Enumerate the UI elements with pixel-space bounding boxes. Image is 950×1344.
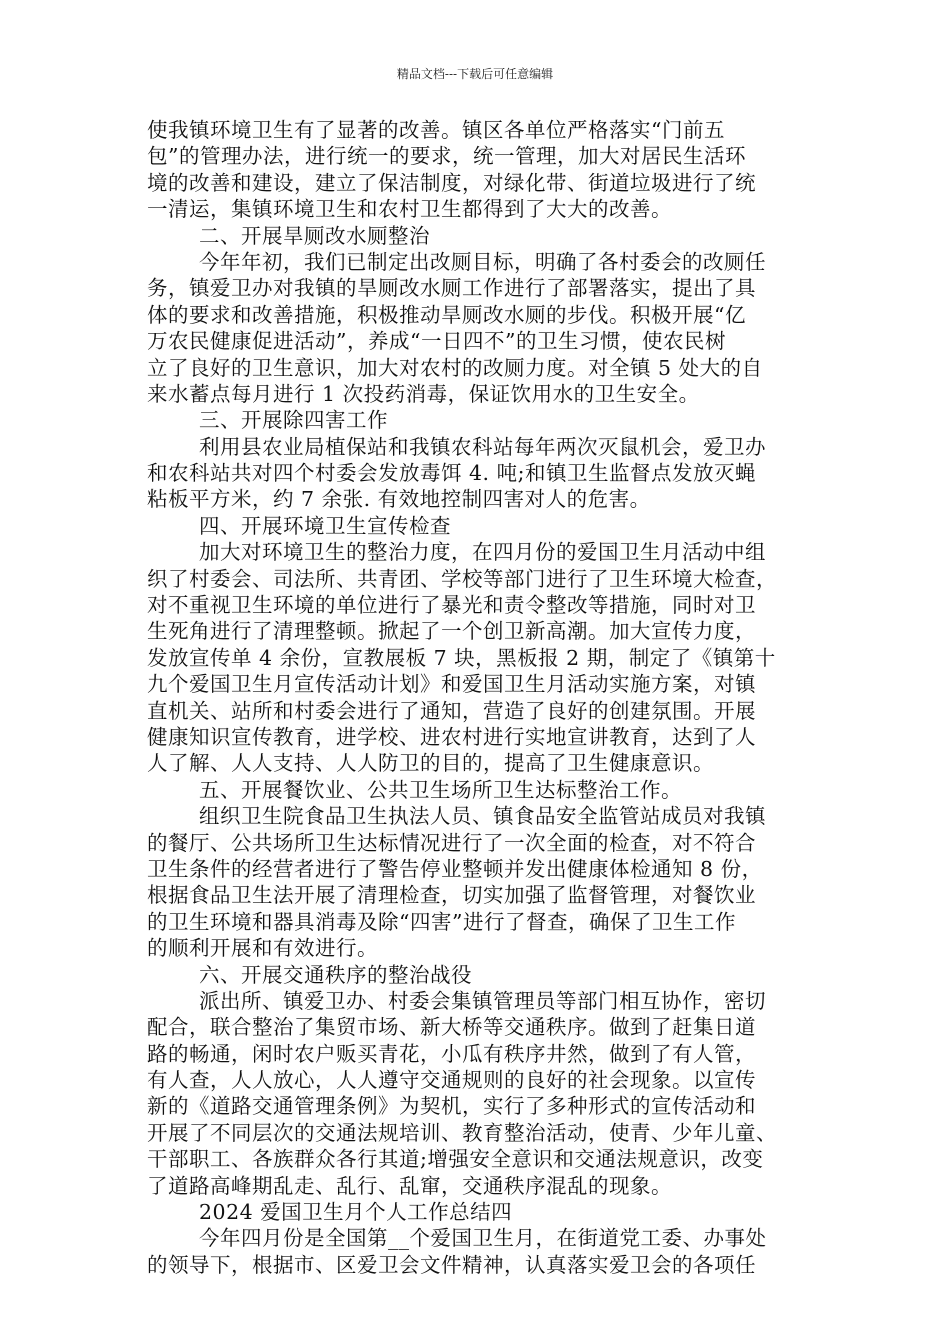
text-line: 的餐厅、公共场所卫生达标情况进行了一次全面的检查，对不符合 [147, 830, 756, 855]
text-line: 新的《道路交通管理条例》为契机，实行了多种形式的宣传活动和 [147, 1094, 756, 1119]
text-line: 的顺利开展和有效进行。 [147, 936, 378, 961]
text-line: 六、开展交通秩序的整治战役 [199, 962, 472, 987]
text-line: 今年四月份是全国第__个爱国卫生月，在街道党工委、办事处 [199, 1226, 767, 1251]
text-line: 三、开展除四害工作 [199, 408, 388, 433]
text-line: 发放宣传单 4 余份，宣教展板 7 块，黑板报 2 期，制定了《镇第十 [147, 645, 776, 670]
text-line: 加大对环境卫生的整治力度，在四月份的爱国卫生月活动中组 [199, 540, 766, 565]
text-line: 派出所、镇爱卫办、村委会集镇管理员等部门相互协作，密切 [199, 988, 766, 1013]
text-line: 有人查，人人放心，人人遵守交通规则的良好的社会现象。以宣传 [147, 1068, 756, 1093]
text-line: 体的要求和改善措施，积极推动旱厕改水厕的步伐。积极开展“亿 [147, 302, 746, 327]
text-line: 九个爱国卫生月宣传活动计划》和爱国卫生月活动实施方案，对镇 [147, 672, 756, 697]
text-line: 立了良好的卫生意识，加大对农村的改厕力度。对全镇 5 处大的自 [147, 355, 763, 380]
text-line: 人了解、人人支持、人人防卫的目的，提高了卫生健康意识。 [147, 751, 714, 776]
text-line: 了道路高峰期乱走、乱行、乱窜，交通秩序混乱的现象。 [147, 1173, 672, 1198]
text-line: 使我镇环境卫生有了显著的改善。镇区各单位严格落实“门前五 [147, 118, 725, 142]
text-line: 一清运，集镇环境卫生和农村卫生都得到了大大的改善。 [147, 197, 672, 222]
text-line: 干部职工、各族群众各行其道;增强安全意识和交通法规意识，改变 [147, 1147, 764, 1172]
text-line: 对不重视卫生环境的单位进行了暴光和责令整改等措施，同时对卫 [147, 593, 756, 618]
text-line: 组织卫生院食品卫生执法人员、镇食品安全监管站成员对我镇 [199, 804, 766, 829]
text-line: 包”的管理办法，进行统一的要求，统一管理，加大对居民生活环 [147, 144, 746, 169]
text-line: 织了村委会、司法所、共青团、学校等部门进行了卫生环境大检查， [147, 566, 777, 591]
text-line: 境的改善和建设，建立了保洁制度，对绿化带、街道垃圾进行了统 [147, 170, 756, 195]
text-line: 二、开展旱厕改水厕整治 [199, 223, 430, 248]
text-line: 开展了不同层次的交通法规培训、教育整治活动，使青、少年儿童、 [147, 1120, 777, 1145]
text-line: 和农科站共对四个村委会发放毒饵 4. 吨;和镇卫生监督点发放灭蝇 [147, 461, 756, 486]
text-line: 来水蓄点每月进行 1 次投药消毒，保证饮用水的卫生安全。 [147, 381, 700, 406]
text-line: 生死角进行了清理整顿。掀起了一个创卫新高潮。加大宣传力度， [147, 619, 756, 644]
text-line: 配合，联合整治了集贸市场、新大桥等交通秩序。做到了赶集日道 [147, 1015, 756, 1040]
text-line: 利用县农业局植保站和我镇农科站每年两次灭鼠机会，爱卫办 [199, 434, 766, 459]
text-line: 的领导下，根据市、区爱卫会文件精神，认真落实爱卫会的各项任 [147, 1252, 756, 1277]
text-line: 今年年初，我们已制定出改厕目标，明确了各村委会的改厕任 [199, 249, 766, 274]
document-body [147, 117, 807, 1278]
text-line: 四、开展环境卫生宣传检查 [199, 513, 451, 538]
text-line: 务，镇爱卫办对我镇的旱厕改水厕工作进行了部署落实，提出了具 [147, 276, 756, 301]
text-line: 的卫生环境和器具消毒及除“四害”进行了督查，确保了卫生工作 [147, 909, 736, 934]
text-line: 根据食品卫生法开展了清理检查，切实加强了监督管理，对餐饮业 [147, 883, 756, 908]
text-line: 五、开展餐饮业、公共卫生场所卫生达标整治工作。 [199, 777, 682, 802]
text-line: 健康知识宣传教育，进学校、进农村进行实地宣讲教育，达到了人 [147, 724, 756, 749]
text-line: 卫生条件的经营者进行了警告停业整顿并发出健康体检通知 8 份， [147, 856, 763, 881]
text-line: 路的畅通，闲时农户贩买青花，小瓜有秩序井然，做到了有人管， [147, 1041, 756, 1066]
text-line: 直机关、站所和村委会进行了通知，营造了良好的创建氛围。开展 [147, 698, 756, 723]
text-line: 2024 爱国卫生月个人工作总结四 [199, 1200, 513, 1225]
text-line: 万农民健康促进活动”，养成“一日四不”的卫生习惯，使农民树 [147, 329, 726, 354]
text-line: 粘板平方米，约 7 余张. 有效地控制四害对人的危害。 [147, 487, 651, 512]
page-header: 精品文档---下载后可任意编辑 [396, 67, 554, 81]
